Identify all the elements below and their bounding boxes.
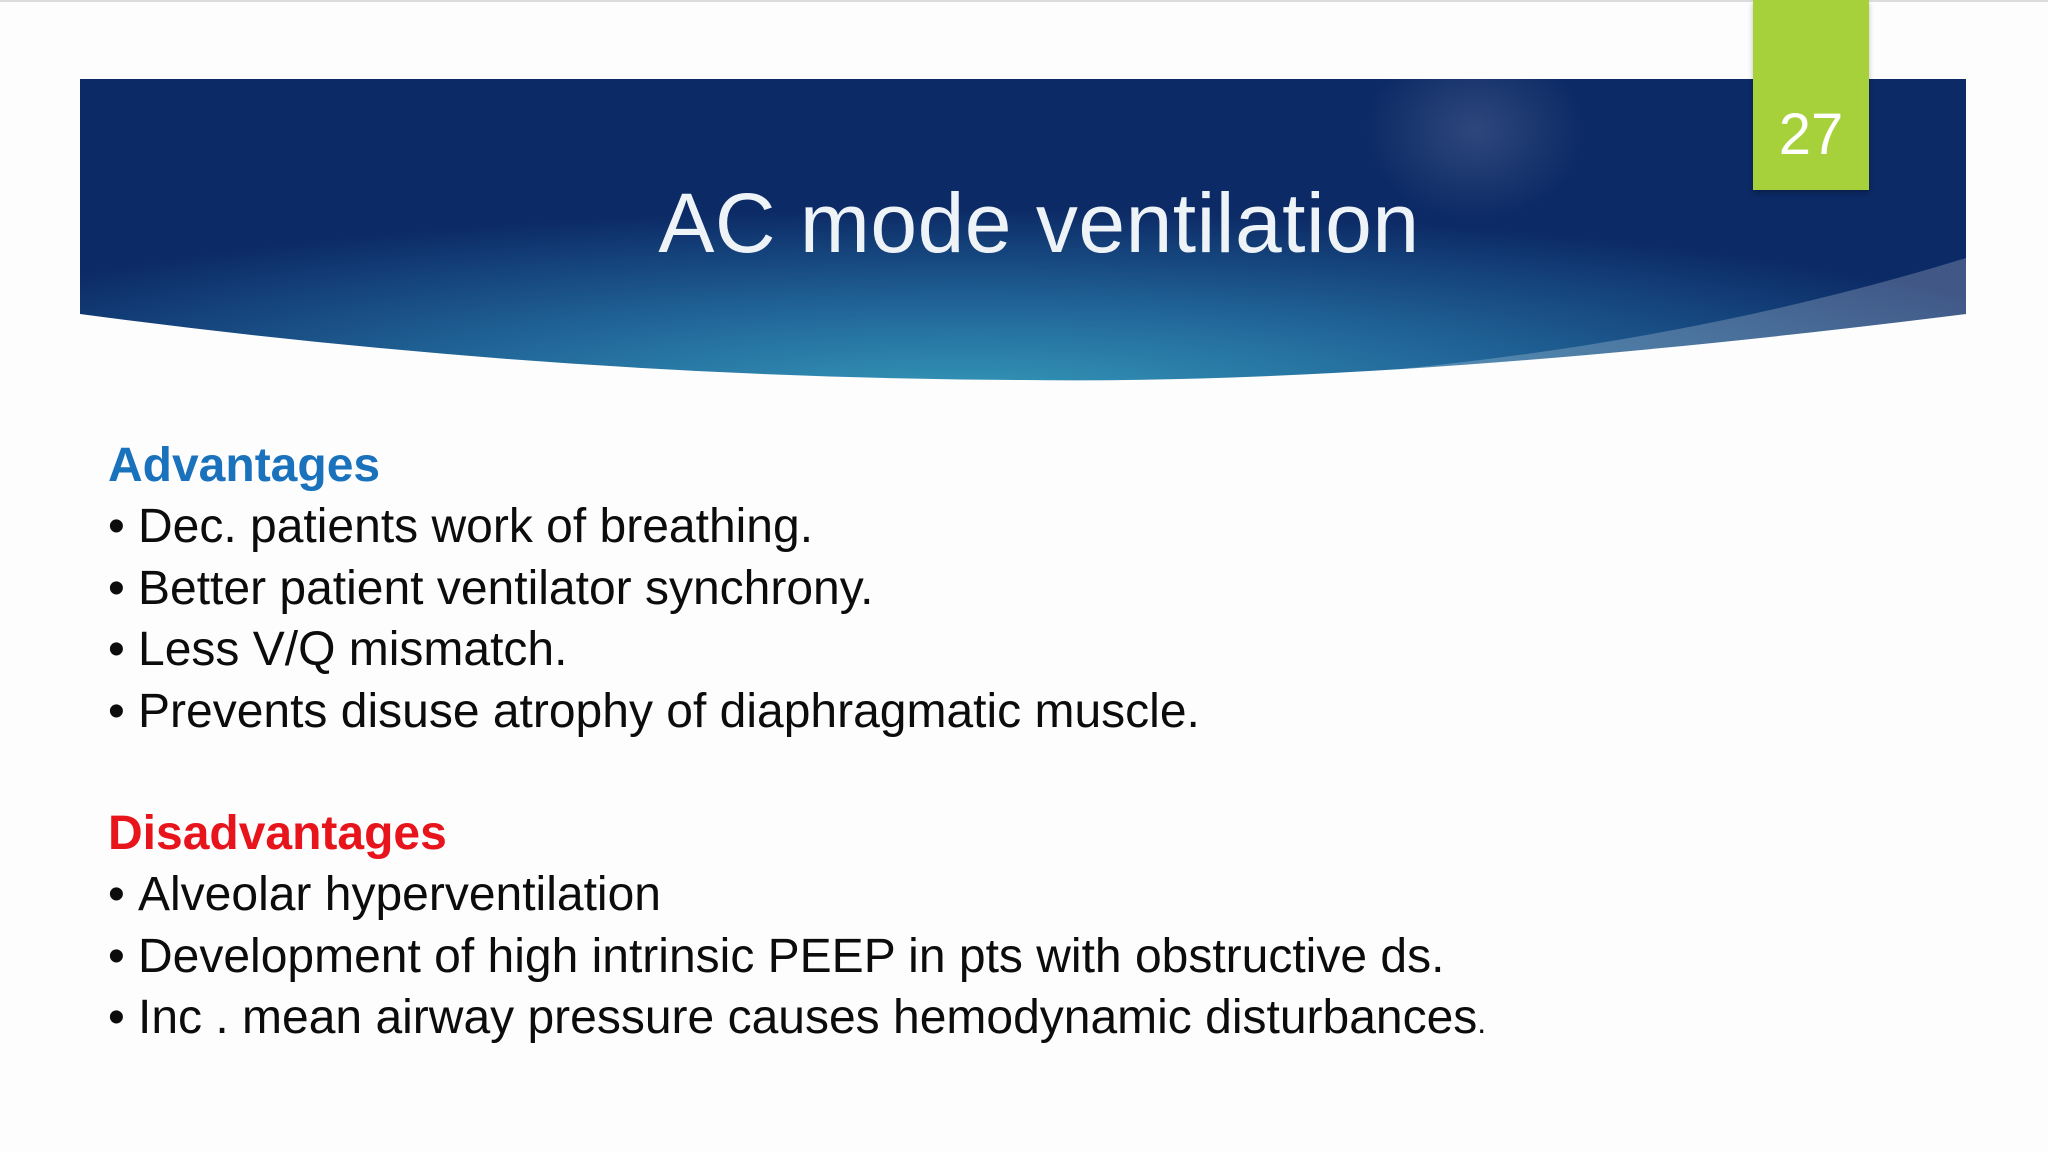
list-item xyxy=(108,619,1908,681)
list-item-text: Development of high intrinsic PEEP in pts with obstructive ds. xyxy=(138,929,1445,983)
slide-title: AC mode ventilation xyxy=(658,176,1420,270)
list-item-trailing-period: . xyxy=(1477,1004,1487,1040)
list-item-text: Less V/Q mismatch. xyxy=(138,623,568,676)
bullet: • xyxy=(108,868,125,921)
list-item-text: Better patient ventilator synchrony. xyxy=(138,561,874,615)
bullet: • xyxy=(108,561,125,615)
bullet: • xyxy=(108,684,125,738)
bullet: • xyxy=(108,991,125,1044)
list-item xyxy=(108,681,1908,743)
page-number-badge xyxy=(1753,0,1869,190)
disadvantages-heading: Disadvantages xyxy=(108,807,447,860)
disadvantages-list xyxy=(108,864,1908,1049)
advantages-heading: Advantages xyxy=(108,439,381,492)
bullet: • xyxy=(108,929,125,983)
page-number: 27 xyxy=(1778,102,1844,167)
slide-body xyxy=(108,435,1908,1049)
bullet: • xyxy=(108,623,125,676)
list-item xyxy=(108,926,1908,988)
advantages-list xyxy=(108,496,1908,742)
bullet: • xyxy=(108,500,125,553)
list-item xyxy=(108,496,1908,558)
list-item-text: Inc . mean airway pressure causes hemodynamic disturbances xyxy=(138,991,1478,1044)
list-item xyxy=(108,864,1908,926)
section-gap xyxy=(108,742,1908,803)
list-item-text: Dec. patients work of breathing. xyxy=(138,500,814,553)
list-item-text: Prevents disuse atrophy of diaphragmatic muscle. xyxy=(138,684,1200,738)
list-item xyxy=(108,558,1908,620)
list-item xyxy=(108,987,1908,1049)
list-item-text: Alveolar hyperventilation xyxy=(138,868,661,921)
